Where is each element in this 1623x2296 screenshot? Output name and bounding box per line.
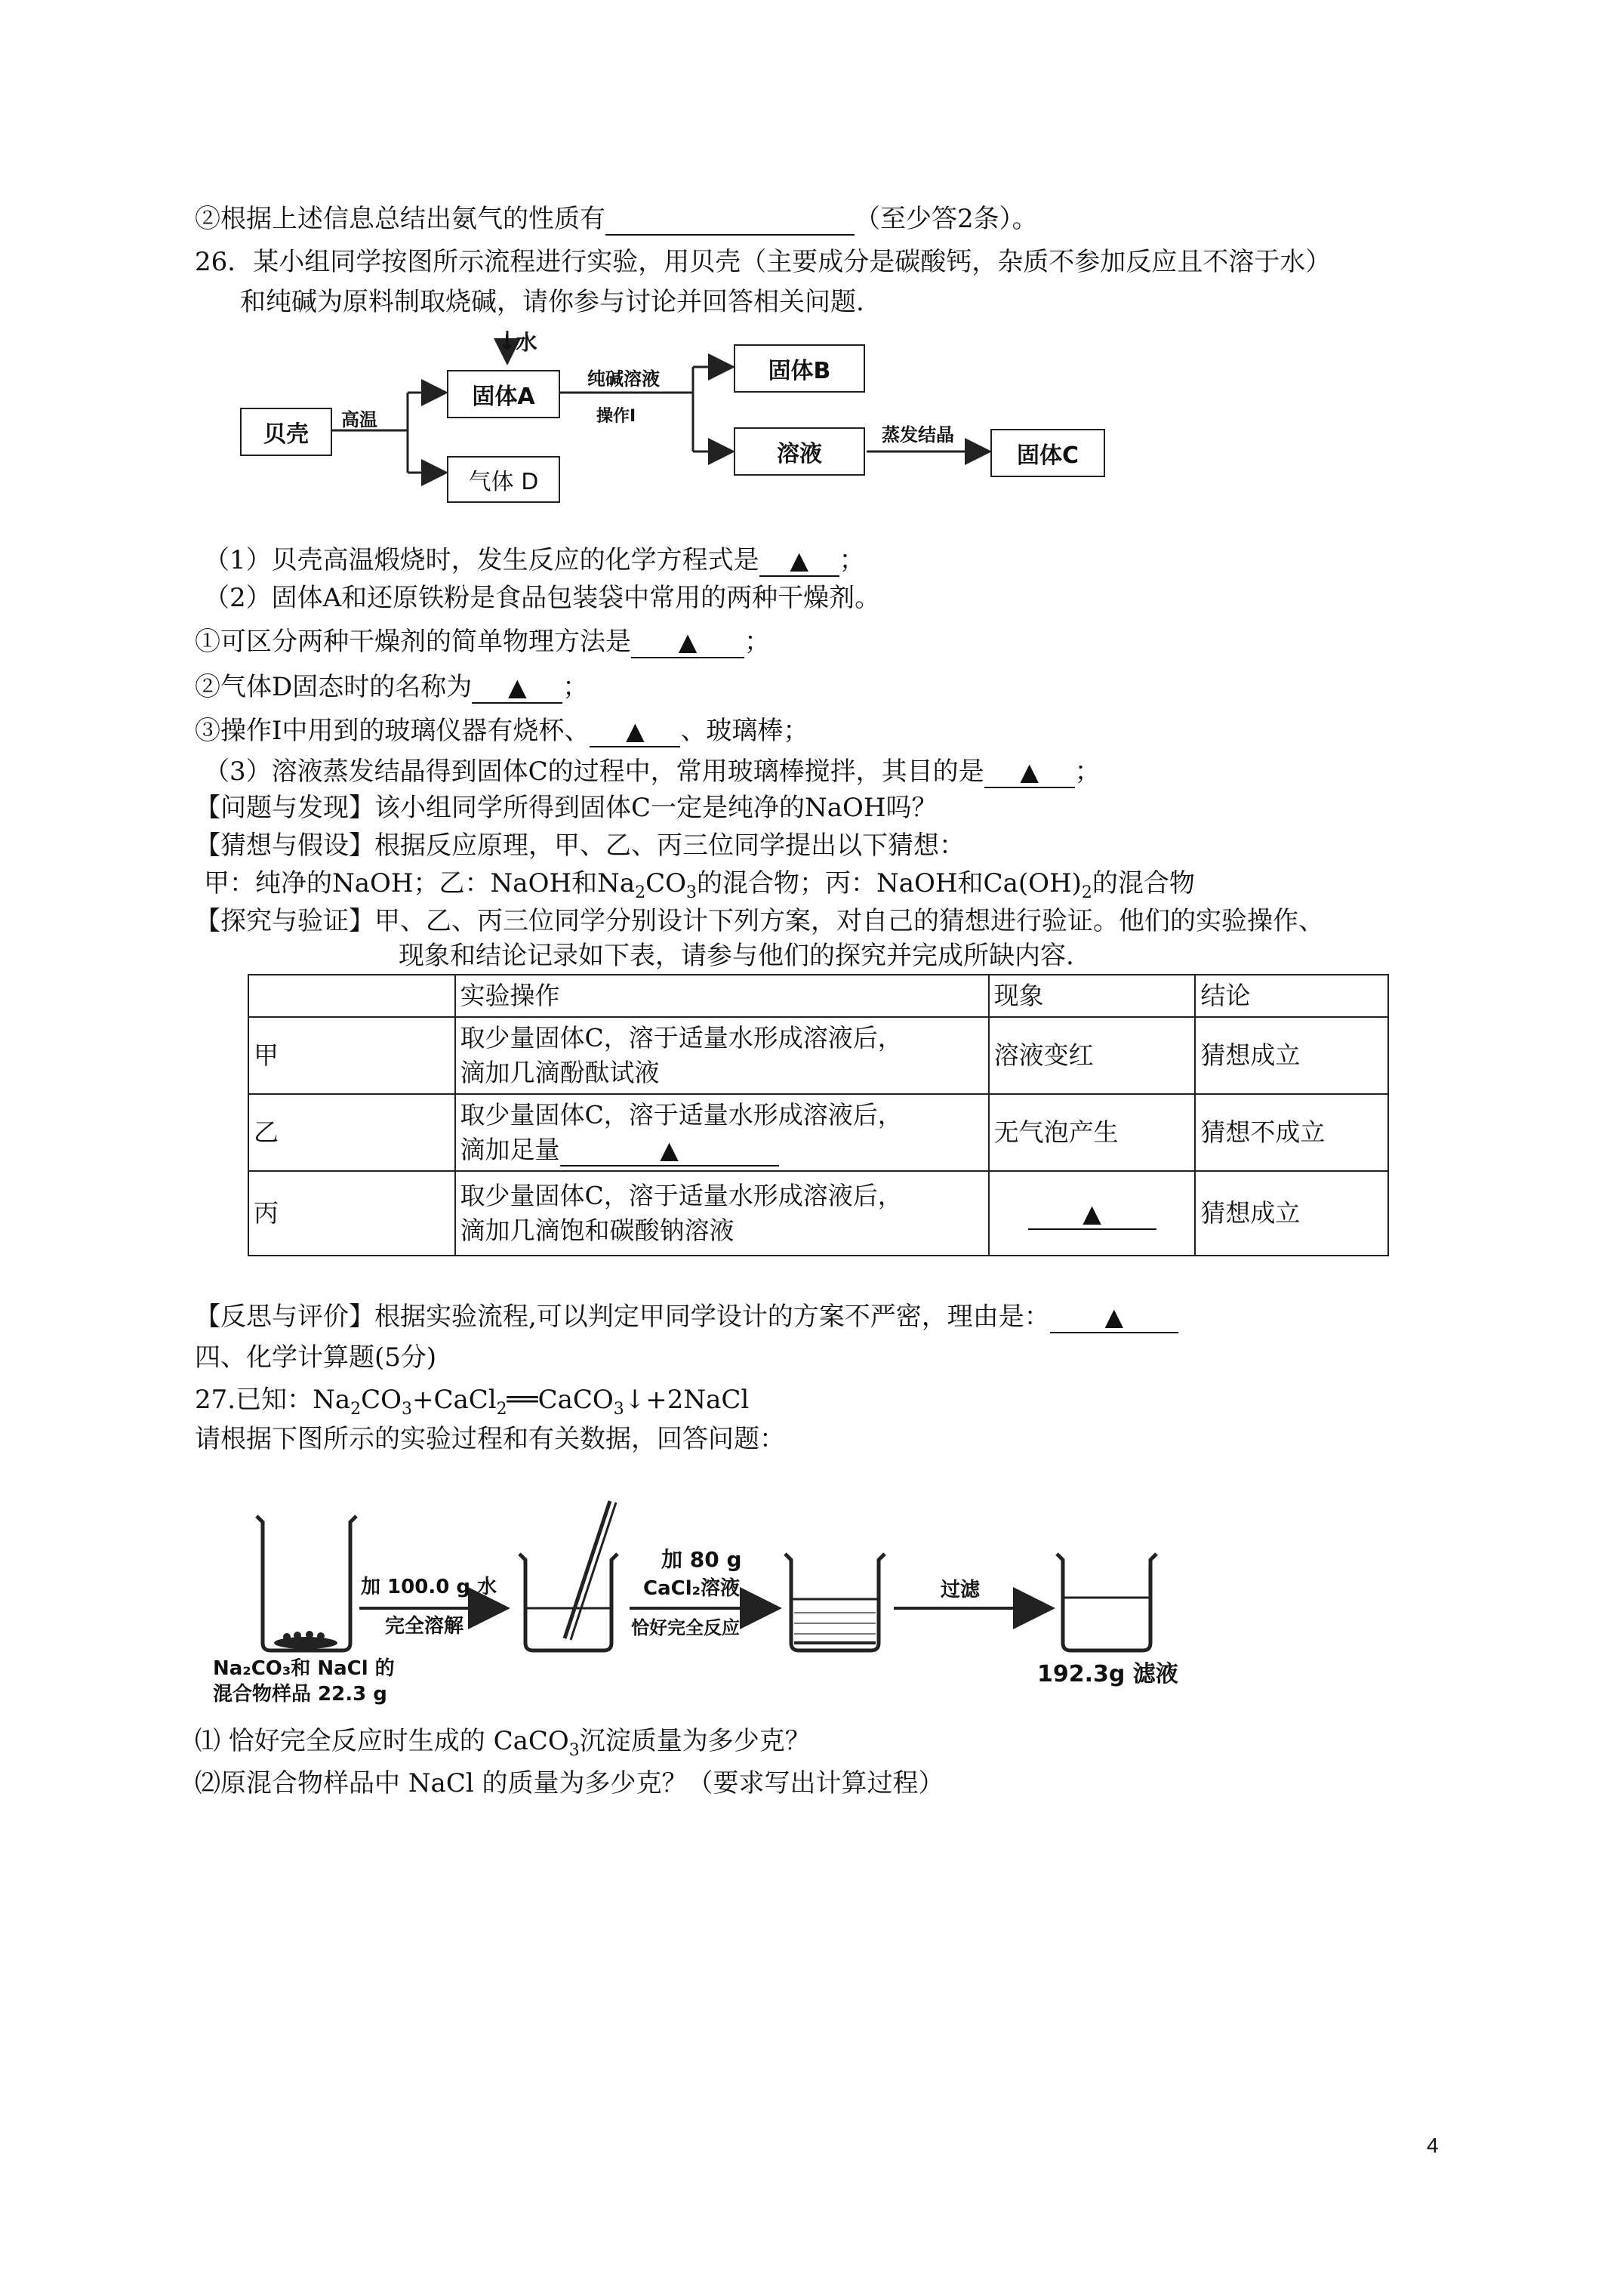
q27-prompt: 请根据下图所示的实验过程和有关数据，回答问题： bbox=[195, 1424, 785, 1454]
verify-line1: 【探究与验证】甲、乙、丙三位同学分别设计下列方案，对自己的猜想进行验证。他们的实验操作、 bbox=[195, 906, 1324, 936]
operation-line: 取少量固体C，溶于适量水形成溶液后， bbox=[460, 1181, 903, 1210]
triangle-icon: ▲ bbox=[790, 546, 808, 575]
triangle-icon: ▲ bbox=[660, 1136, 679, 1164]
q2-line: （2）固体A和还原铁粉是食品包装袋中常用的两种干燥剂。 bbox=[204, 583, 881, 613]
solution-box: 溶液 bbox=[734, 427, 865, 476]
q2-1-tail: ； bbox=[744, 627, 770, 657]
ammonia-property-tail: （至少答2条）。 bbox=[855, 204, 1038, 234]
subscript: 3 bbox=[686, 883, 698, 902]
table-cell-phenomenon: 溶液变红 bbox=[989, 1017, 1196, 1094]
subscript: 2 bbox=[635, 883, 646, 902]
add-cacl2-label-2: CaCl₂溶液 bbox=[643, 1577, 741, 1600]
operation-label: 操作Ⅰ bbox=[596, 407, 636, 426]
add-cacl2-label-3: 恰好完全反应 bbox=[631, 1617, 740, 1638]
table-cell-who: 乙 bbox=[248, 1094, 455, 1171]
triangle-icon: ▲ bbox=[1020, 757, 1039, 786]
q27-1-line bbox=[195, 1724, 811, 1758]
filtrate-label: 192.3g 滤液 bbox=[1037, 1661, 1178, 1687]
operation-line: 滴加几滴饱和碳酸钠溶液 bbox=[460, 1216, 735, 1245]
equation-text: +CaCl bbox=[411, 1385, 497, 1415]
solid-b-box: 固体B bbox=[734, 344, 865, 393]
triangle-icon: ▲ bbox=[507, 673, 527, 701]
section-heading: 四、化学计算题(5分) bbox=[195, 1342, 437, 1373]
equation-text: ══CaCO bbox=[507, 1385, 614, 1415]
q3-tail: ； bbox=[1074, 757, 1101, 787]
q26-intro-line1: 26．某小组同学按图所示流程进行实验，用贝壳（主要成分是碳酸钙，杂质不参加反应且不溶于水） bbox=[195, 247, 1332, 277]
filter-label: 过滤 bbox=[941, 1579, 981, 1601]
q2-3-tail: 、玻璃棒； bbox=[680, 716, 809, 746]
triangle-icon: ▲ bbox=[626, 717, 645, 745]
equation-text: 27.已知：Na bbox=[195, 1385, 351, 1415]
subscript: 3 bbox=[568, 1740, 580, 1760]
q27-2-line: ⑵原混合物样品中 NaCl 的质量为多少克？（要求写出计算过程） bbox=[195, 1768, 944, 1798]
operation-line: 滴加几滴酚酞试液 bbox=[460, 1058, 660, 1087]
triangle-icon: ▲ bbox=[1104, 1302, 1124, 1331]
q1-tail: ； bbox=[839, 545, 865, 575]
sample-label-1: Na₂CO₃和 NaCl 的 bbox=[213, 1657, 395, 1680]
triangle-icon: ▲ bbox=[1083, 1199, 1101, 1228]
table-header: 实验操作 bbox=[455, 975, 989, 1017]
table-cell-conclusion: 猜想不成立 bbox=[1195, 1094, 1388, 1171]
problem-line: 【问题与发现】该小组同学所得到固体C一定是纯净的NaOH吗？ bbox=[195, 793, 938, 823]
q27-1-text: ⑴ 恰好完全反应时生成的 CaCO bbox=[195, 1726, 569, 1756]
equation-text: CO bbox=[361, 1385, 402, 1415]
solid-c-box: 固体C bbox=[990, 429, 1105, 477]
q2-3-text: ③操作Ⅰ中用到的玻璃仪器有烧杯、 bbox=[195, 716, 590, 746]
table-cell-phenomenon: 无气泡产生 bbox=[989, 1094, 1196, 1171]
table-cell-conclusion: 猜想成立 bbox=[1195, 1171, 1388, 1256]
reflect-text: 【反思与评价】根据实验流程,可以判定甲同学设计的方案不严密，理由是： bbox=[195, 1302, 1050, 1332]
subscript: 2 bbox=[350, 1399, 362, 1419]
hyp-text-b: CO bbox=[645, 868, 687, 898]
operation-line: 取少量固体C，溶于适量水形成溶液后， bbox=[460, 1023, 903, 1052]
water-label: ↓水 bbox=[498, 330, 537, 355]
table-header: 结论 bbox=[1195, 975, 1388, 1017]
hyp-text-c: 的混合物；丙：NaOH和Ca(OH) bbox=[697, 868, 1082, 898]
table-cell-conclusion: 猜想成立 bbox=[1195, 1017, 1388, 1094]
evaporate-label: 蒸发结晶 bbox=[882, 424, 954, 445]
table-header: 现象 bbox=[989, 975, 1196, 1017]
dissolve-label: 完全溶解 bbox=[385, 1615, 464, 1638]
q3-text: （3）溶液蒸发结晶得到固体C的过程中，常用玻璃棒搅拌，其目的是 bbox=[204, 757, 984, 787]
soda-solution-label: 纯碱溶液 bbox=[587, 368, 660, 390]
operation-line: 滴加足量 bbox=[460, 1135, 560, 1164]
subscript: 2 bbox=[496, 1399, 507, 1419]
triangle-icon: ▲ bbox=[678, 627, 698, 656]
hypothesis-line: 【猜想与假设】根据反应原理，甲、乙、丙三位同学提出以下猜想： bbox=[195, 831, 965, 861]
table-cell-who: 丙 bbox=[248, 1171, 455, 1256]
hyp-text-d: 的混合物 bbox=[1092, 868, 1195, 898]
add-cacl2-label-1: 加 80 g bbox=[661, 1547, 742, 1572]
shell-box: 贝壳 bbox=[240, 408, 332, 456]
equation-text: ↓+2NaCl bbox=[624, 1385, 750, 1415]
page-number: 4 bbox=[1427, 2134, 1439, 2157]
q2-2-text: ②气体D固态时的名称为 bbox=[195, 672, 473, 702]
table-cell-who: 甲 bbox=[248, 1017, 455, 1094]
subscript: 3 bbox=[613, 1399, 624, 1419]
q26-intro-line2: 和纯碱为原料制取烧碱，请你参与讨论并回答相关问题. bbox=[240, 287, 864, 317]
high-temp-label: 高温 bbox=[341, 409, 377, 430]
add-water-label: 加 100.0 g 水 bbox=[361, 1576, 497, 1598]
q27-1-text-b: 沉淀质量为多少克？ bbox=[579, 1726, 811, 1756]
subscript: 3 bbox=[401, 1399, 412, 1419]
verify-line2: 现象和结论记录如下表，请参与他们的探究并完成所缺内容. bbox=[399, 941, 1074, 971]
gas-d-box: 气体 D bbox=[447, 456, 560, 503]
operation-line: 取少量固体C，溶于适量水形成溶液后， bbox=[460, 1100, 903, 1130]
q2-1-text: ①可区分两种干燥剂的简单物理方法是 bbox=[195, 627, 631, 657]
sample-label-2: 混合物样品 22.3 g bbox=[213, 1683, 387, 1706]
solid-a-box: 固体A bbox=[447, 370, 560, 418]
hyp-text-a: 甲：纯净的NaOH；乙：NaOH和Na bbox=[204, 868, 636, 898]
q1-text: （1）贝壳高温煅烧时，发生反应的化学方程式是 bbox=[204, 545, 759, 575]
subscript: 2 bbox=[1081, 883, 1092, 902]
q2-2-tail: ； bbox=[562, 672, 589, 702]
ammonia-property-text: ②根据上述信息总结出氨气的性质有 bbox=[195, 204, 605, 234]
